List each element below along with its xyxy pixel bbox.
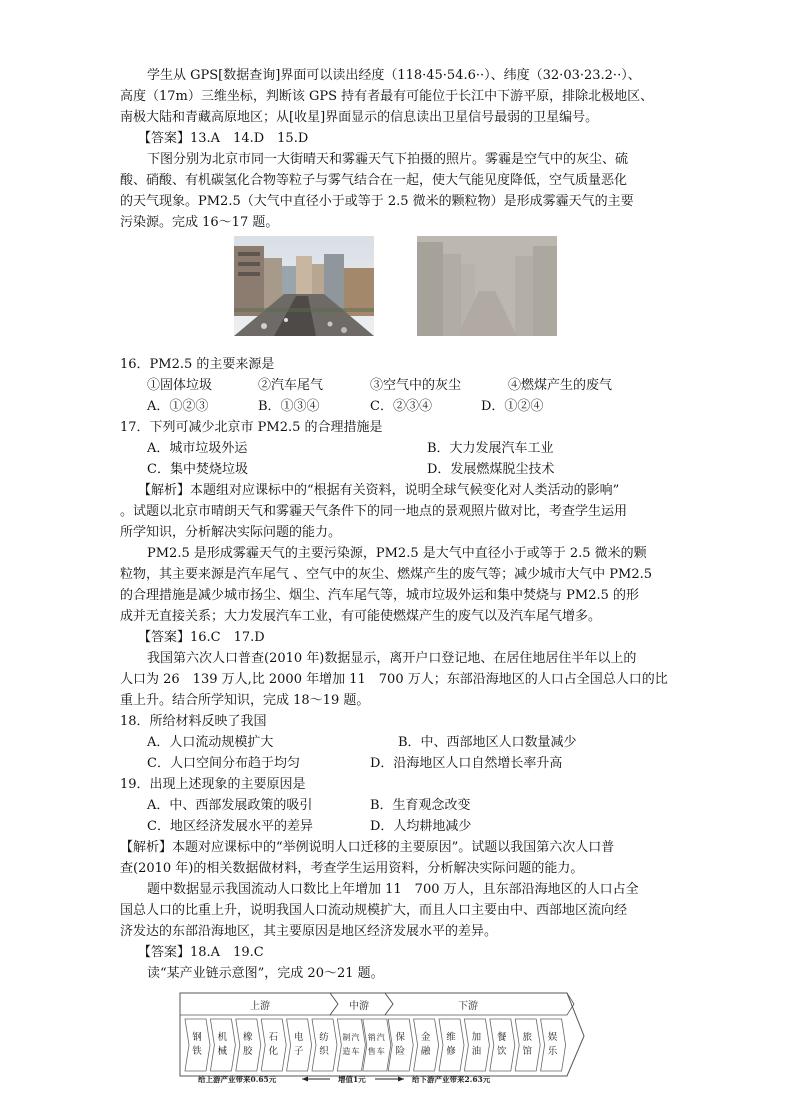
q16-item: ①固体垃圾 — [147, 378, 213, 393]
upstream-value-label: 给上游产业带来0.65元 — [198, 1075, 277, 1084]
text-line: 下图分别为北京市同一大街晴天和雾霾天气下拍摄的照片。雾霾是空气中的灰尘、硫 — [147, 152, 629, 167]
analysis-line: 。试题以北京市晴朗天气和雾霾天气条件下的同一地点的景观照片做对比，考查学生运用 — [120, 504, 628, 519]
chain-cell-label: 售 — [367, 1047, 376, 1056]
chain-cell-label: 修 — [446, 1046, 456, 1057]
q18-choice-b[interactable]: B．中、西部地区人口数量减少 — [398, 735, 577, 750]
q16-item: ④燃煤产生的废气 — [508, 378, 613, 393]
chain-cell-label: 胶 — [243, 1046, 253, 1057]
answer-line: 【答案】18.A 19.C — [138, 945, 264, 960]
chain-cell-label: 造 — [342, 1047, 351, 1056]
q17-choice-d[interactable]: D．发展燃煤脱尘技术 — [427, 462, 555, 477]
text-line: 济发达的东部沿海地区，其主要原因是地区经济发展水平的差异。 — [120, 924, 498, 939]
text-line: 读“某产业链示意图”，完成 20～21 题。 — [147, 966, 384, 981]
chain-cell-box — [261, 1019, 286, 1071]
q16-item: ③空气中的灰尘 — [370, 378, 462, 393]
question-18-stem: 18．所给材料反映了我国 — [120, 714, 267, 729]
chain-cell-box — [337, 1019, 365, 1071]
chain-cell-label: 电 — [293, 1032, 304, 1043]
q16-choice-c[interactable]: C．②③④ — [370, 399, 432, 414]
text-line: 国总人口的比重上升，说明我国人口流动规模扩大，而且人口主要由中、西部地区流向经 — [120, 903, 628, 918]
chain-cell-label: 旅 — [522, 1032, 532, 1043]
q19-choice-d[interactable]: D．人均耕地减少 — [370, 819, 472, 834]
chain-cell-label: 保 — [395, 1032, 405, 1043]
chain-cell-label: 油 — [471, 1046, 482, 1057]
question-19-stem: 19．出现上述现象的主要原因是 — [120, 777, 306, 792]
q17-choice-c[interactable]: C．集中焚烧垃圾 — [147, 462, 248, 477]
chain-cell-box — [541, 1019, 566, 1071]
chain-cell-box — [414, 1019, 439, 1071]
q19-choice-a[interactable]: A．中、西部发展政策的吸引 — [147, 798, 313, 813]
chain-cell-label: 橡 — [243, 1032, 253, 1043]
q16-choice-b[interactable]: B．①③④ — [258, 399, 320, 414]
value-added-label: 增值1元 — [338, 1075, 366, 1084]
q18-choice-a[interactable]: A．人口流动规模扩大 — [147, 735, 274, 750]
chain-cell-label: 餐 — [497, 1032, 507, 1043]
chain-cell-label: 销 — [367, 1033, 376, 1042]
right-arrow-head — [398, 1077, 404, 1082]
q18-choice-c[interactable]: C．人口空间分布趋于均匀 — [147, 756, 300, 771]
text-line: 重上升。结合所学知识，完成 18～19 题。 — [120, 693, 370, 708]
chain-cell-box — [185, 1019, 210, 1071]
q16-choice-d[interactable]: D．①②④ — [481, 399, 544, 414]
text-line: 学生从 GPS[数据查询]界面可以读出经度（118·45·54.6··）、纬度（32·03·23.2··）、 — [147, 68, 641, 83]
chain-cell-label: 馆 — [522, 1046, 532, 1057]
chain-cell-box — [312, 1019, 337, 1071]
question-17-stem: 17．下列可减少北京市 PM2.5 的合理措施是 — [120, 420, 383, 435]
chain-cell-label: 乐 — [547, 1046, 558, 1057]
text-line: 高度（17m）三维坐标，判断该 GPS 持有者最有可能位于长江中下游平原，排除北极地区、 — [120, 89, 654, 104]
chain-cell-box — [490, 1019, 515, 1071]
chain-cell-label: 铁 — [192, 1046, 202, 1057]
chain-cell-label: 纺 — [319, 1032, 329, 1043]
chain-cell-label: 饮 — [497, 1046, 507, 1057]
chain-cell-box — [439, 1019, 464, 1071]
text-line: 成并无直接关系；大力发展汽车工业，有可能使燃煤产生的废气以及汽车尾气增多。 — [120, 609, 602, 624]
text-line: 污染源。完成 16～17 题。 — [120, 215, 279, 230]
chain-cell-label: 金 — [420, 1032, 431, 1043]
chain-cell-label: 化 — [268, 1046, 278, 1057]
chain-cell-label: 娱 — [547, 1032, 558, 1043]
question-16-stem: 16．PM2.5 的主要来源是 — [120, 357, 275, 372]
chain-cell-label: 械 — [217, 1046, 228, 1057]
text-line: 我国第六次人口普查(2010 年)数据显示，离开户口登记地、在居住地居住半年以上的 — [147, 651, 637, 666]
text-line: 的合理措施是减少城市扬尘、烟尘、汽车尾气等，城市垃圾外运和集中焚烧与 PM2.5 的形 — [120, 588, 639, 603]
chain-cell-label: 车 — [351, 1047, 360, 1056]
chain-cell-label: 汽 — [376, 1033, 385, 1042]
analysis-line: 【解析】本题对应课标中的“举例说明人口迁移的主要原因”。试题以我国第六次人口普 — [120, 840, 615, 855]
chain-cell-label: 机 — [217, 1032, 228, 1043]
analysis-line: 查(2010 年)的相关数据做材料，考查学生运用资料，分析解决实际问题的能力。 — [120, 861, 584, 876]
text-line: 酸、硝酸、有机碳氢化合物等粒子与雾气结合在一起，使大气能见度降低，空气质量恶化 — [120, 173, 628, 188]
answer-line: 【答案】13.A 14.D 15.D — [138, 131, 309, 146]
chain-cell-box — [210, 1019, 235, 1071]
q18-choice-d[interactable]: D．沿海地区人口自然增长率升高 — [370, 756, 563, 771]
left-arrow-head — [302, 1077, 308, 1082]
chain-cell-box — [363, 1019, 391, 1071]
chain-cell-label: 维 — [446, 1032, 456, 1043]
chain-cell-label: 融 — [420, 1046, 431, 1057]
text-line: PM2.5 是形成雾霾天气的主要污染源，PM2.5 是大气中直径小于或等于 2.5 微米的颗 — [147, 546, 647, 561]
chain-cell-box — [515, 1019, 540, 1071]
q19-choice-c[interactable]: C．地区经济发展水平的差异 — [147, 819, 313, 834]
q16-item: ②汽车尾气 — [258, 378, 324, 393]
text-line: 粒物，其主要来源是汽车尾气 、空气中的灰尘、燃煤产生的废气等；减少城市大气中 PM2.5 — [120, 567, 652, 582]
q19-choice-b[interactable]: B．生育观念改变 — [370, 798, 471, 813]
chain-cell-box — [464, 1019, 489, 1071]
chain-cell-box — [287, 1019, 312, 1071]
text-line: 的天气现象。PM2.5（大气中直径小于或等于 2.5 微米的颗粒物）是形成雾霾天气的主要 — [120, 194, 634, 209]
chain-cell-label: 织 — [319, 1046, 329, 1057]
chain-cell-label: 车 — [376, 1047, 385, 1056]
chain-cell-label: 制 — [342, 1033, 351, 1042]
text-line: 题中数据显示我国流动人口数比上年增加 11 700 万人，且东部沿海地区的人口占全 — [147, 882, 639, 897]
chain-cell-box — [236, 1019, 261, 1071]
q16-choice-a[interactable]: A．①②③ — [147, 399, 209, 414]
analysis-line: 【解析】本题组对应课标中的“根据有关资料，说明全球气候变化对人类活动的影响” — [138, 483, 620, 498]
chain-cell-label: 加 — [471, 1032, 482, 1043]
midstream-label: 中游 — [349, 1001, 369, 1012]
chain-cell-label: 险 — [395, 1046, 405, 1057]
chain-cell-label: 子 — [293, 1046, 304, 1057]
chain-cell-label: 石 — [268, 1032, 278, 1043]
chain-cell-label: 汽 — [351, 1033, 360, 1042]
downstream-value-label: 给下游产业带来2.63元 — [412, 1075, 491, 1084]
analysis-line: 所学知识，分析解决实际问题的能力。 — [120, 525, 342, 540]
text-line: 南极大陆和青藏高原地区；从[收星]界面显示的信息读出卫星信号最弱的卫星编号。 — [120, 110, 599, 125]
text-line: 人口为 26 139 万人,比 2000 年增加 11 700 万人；东部沿海地区的人口占全国总人口的比 — [120, 672, 668, 687]
chain-cell-label: 钢 — [192, 1032, 202, 1043]
upstream-label: 上游 — [250, 1001, 270, 1012]
answer-line: 【答案】16.C 17.D — [138, 630, 265, 645]
chain-cell-box — [388, 1019, 413, 1071]
downstream-label: 下游 — [458, 1001, 478, 1012]
q17-choice-b[interactable]: B．大力发展汽车工业 — [427, 441, 554, 456]
q17-choice-a[interactable]: A．城市垃圾外运 — [147, 441, 248, 456]
